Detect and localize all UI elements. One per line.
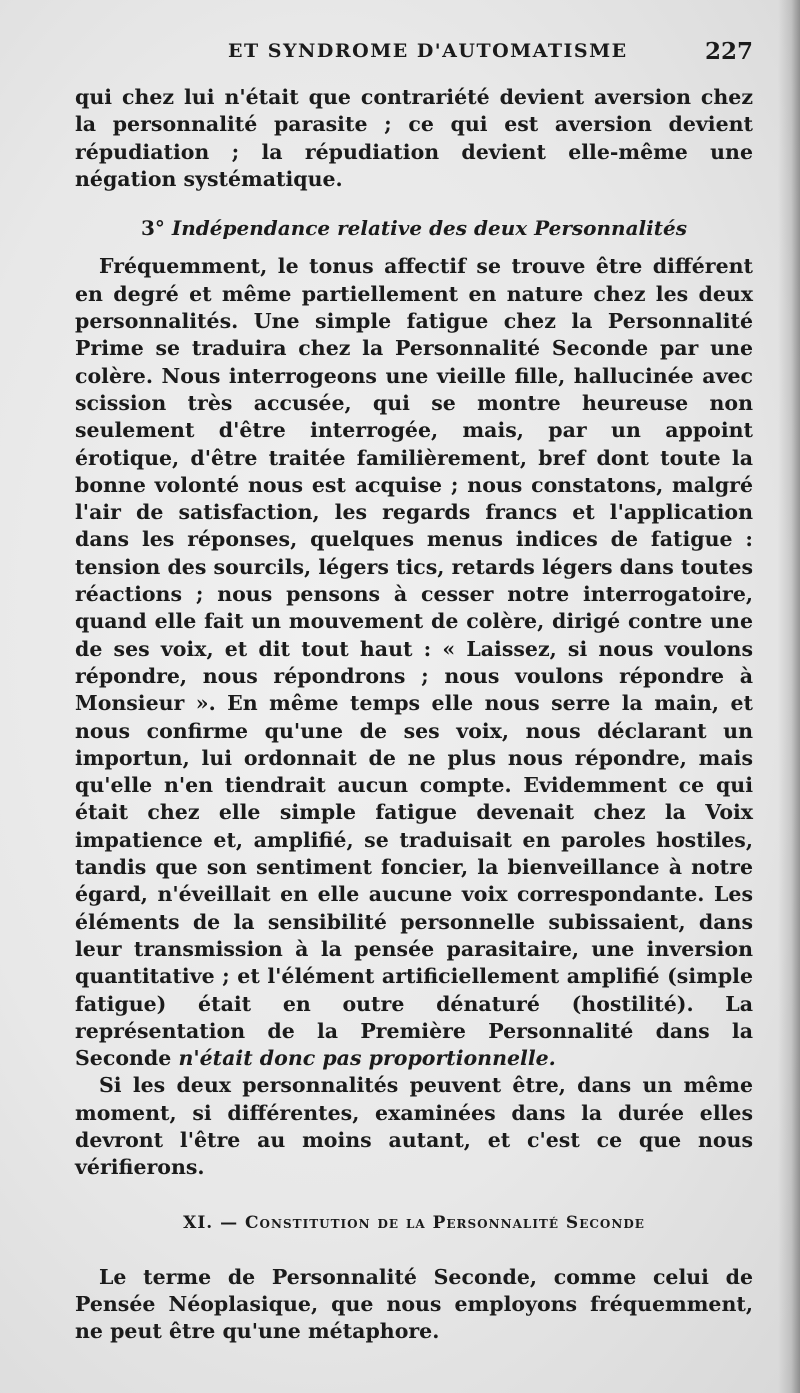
page-number: 227 bbox=[704, 38, 753, 65]
chapter-number: XI. — bbox=[183, 1212, 239, 1233]
section-title: Indépendance relative des deux Personnalités bbox=[171, 216, 687, 241]
paragraph-case-study bbox=[75, 253, 753, 1072]
paragraph-case-study-text: Fréquemment, le tonus affectif se trouve être différent en degré et même partiellement en nature chez les deux personnalités. Une simple fatigue chez la Personnalité Prime se traduira chez la Personnalité Seconde par une colère. Nous interrogeons une vieille fille, hallucinée avec scission très accusée, qui se montre heureuse non seulement d'être interrogée, mais, par un appoint érotique, d'être traitée familièrement, bref dont toute la bonne volonté nous est acquise ; nous constatons, malgré l'air de satisfaction, les regards francs et l'application dans les réponses, quelques menus indices de fatigue : tension des sourcils, légers tics, retards légers dans toutes réactions ; nous pensons à cesser notre interrogatoire, quand elle fait un mouvement de colère, dirigé contre une de ses voix, et dit tout haut : « Laissez, si nous voulons répondre, nous répondrons ; nous voulons répondre à Monsieur ». En même temps elle nous serre la main, et nous confirme qu'une de ses voix, nous déclarant un importun, lui ordonnait de ne plus nous répondre, mais qu'elle n'en tiendrait aucun compte. Evidemment ce qui était chez elle simple fatigue devenait chez la Voix impatience et, amplifié, se traduisait en paroles hostiles, tandis que son sentiment foncier, la bienveillance à notre égard, n'éveillait en elle aucune voix correspondante. Les éléments de la sensibilité personnelle subissaient, dans leur transmission à la pensée parasitaire, une inversion quantitative ; et l'élément artificiellement amplifié (simple fatigue) était en outre dénaturé (hostilité). La représentation de la Première Personnalité dans la Seconde bbox=[75, 254, 753, 1071]
body-text bbox=[75, 84, 753, 1346]
section-number: 3° bbox=[141, 216, 165, 241]
section-heading bbox=[75, 215, 753, 242]
chapter-heading bbox=[75, 1210, 753, 1237]
paragraph-metaphor: Le terme de Personnalité Seconde, comme celui de Pensée Néoplasique, que nous employons fréquemment, ne peut être qu'une métaphore. bbox=[75, 1264, 753, 1344]
page-header bbox=[228, 40, 753, 70]
running-head: ET SYNDROME D'AUTOMATISME bbox=[228, 40, 628, 62]
paragraph-continuation: qui chez lui n'était que contrariété devient aversion chez la personnalité parasite ; ce qui est aversion devient répudiation ; la répudiation devient elle-même une négation systématique. bbox=[75, 85, 753, 191]
paragraph-duration: Si les deux personnalités peuvent être, dans un même moment, si différentes, examinées dans la durée elles devront l'être au moins autant, et c'est ce que nous vérifierons. bbox=[75, 1073, 753, 1180]
chapter-title: Constitution de la Personnalité Seconde bbox=[245, 1212, 645, 1233]
page-edge-shadow bbox=[778, 0, 800, 1393]
emphasized-conclusion: n'était donc pas proportionnelle. bbox=[178, 1046, 556, 1071]
